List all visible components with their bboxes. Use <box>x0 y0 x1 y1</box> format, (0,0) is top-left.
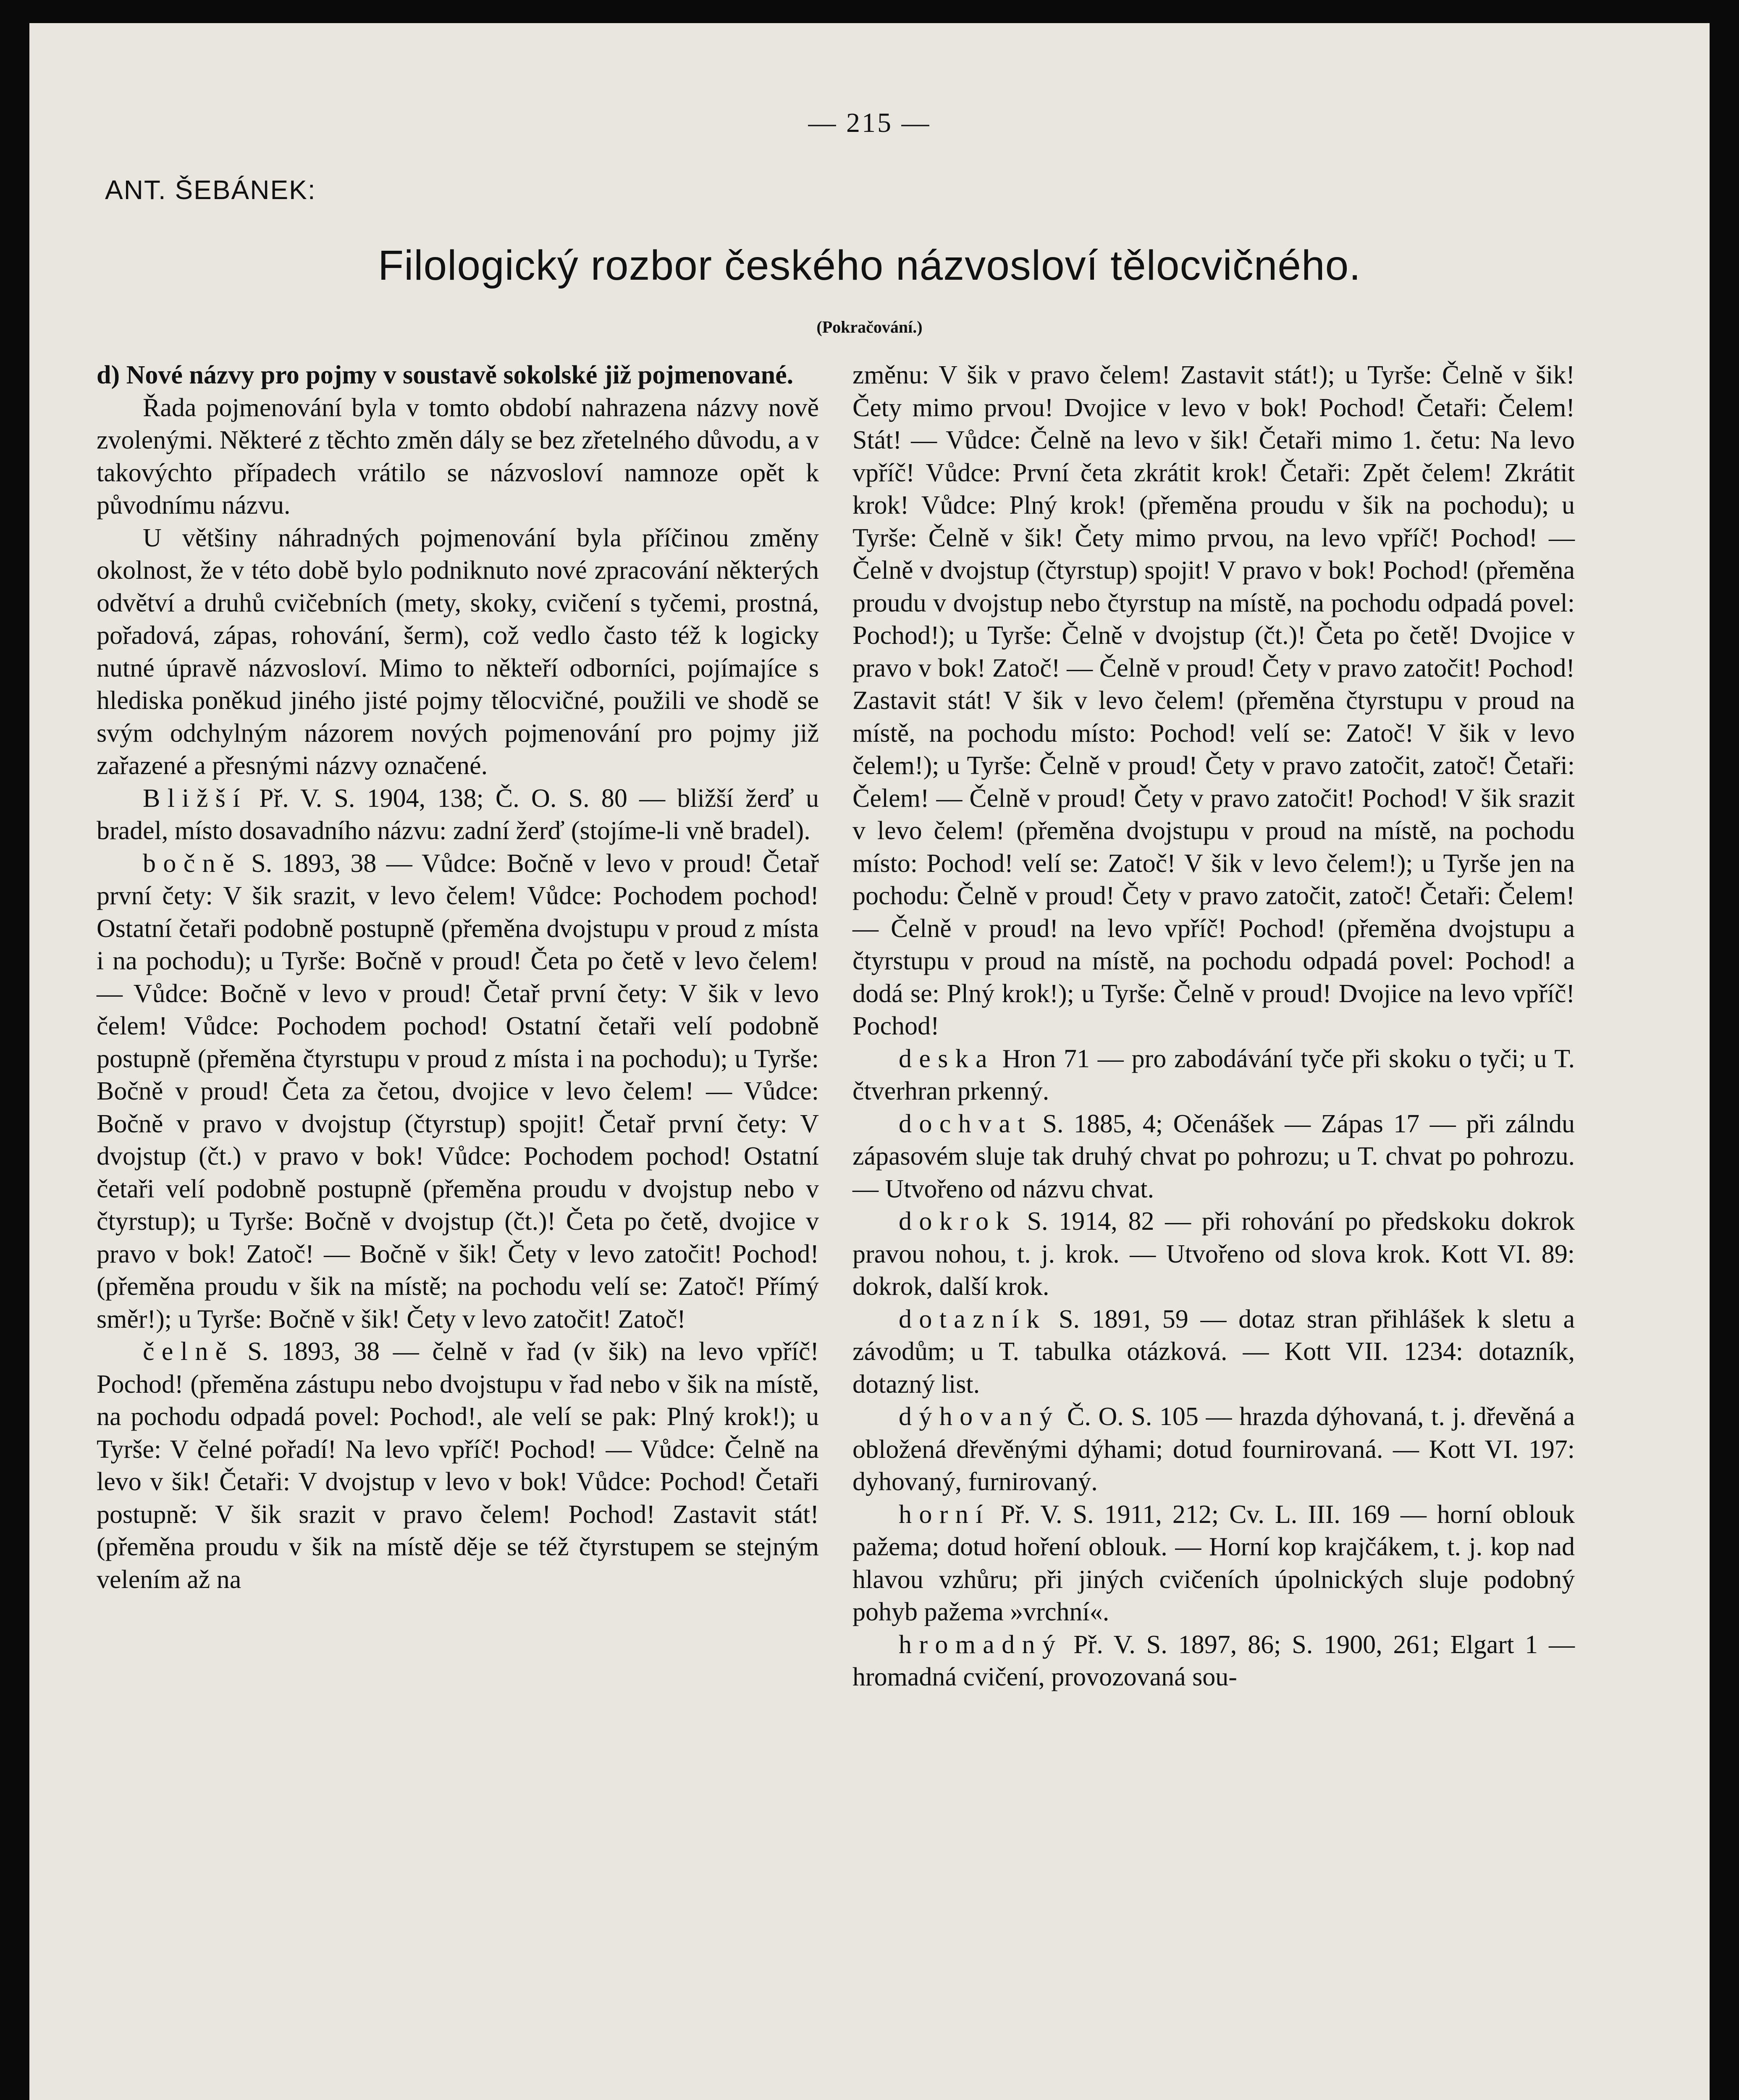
dictionary-entry <box>852 1401 1575 1499</box>
entry-text: Hron 71 — pro zabodávání tyče při skoku o tyči; u T. čtverhran prkenný. <box>852 1044 1575 1105</box>
entry-term: čelně <box>143 1337 234 1366</box>
entry-text: S. 1893, 38 — čelně v řad (v šik) na levo vpříč! Pochod! (přeměna zástupu nebo dvojstupu v řad nebo v šik na místě, na pochodu odpadá povel: Pochod!, ale velí se pak: Plný krok!); u Tyrše: V čelné pořadí! Na levo vpříč! Pochod! — Vůdce: Čelně na levo v šik! Četaři: V dvojstup v levo v bok! Vůdce: Pochod! Četaři postupně: V šik srazit v pravo čelem! Pochod! Zastavit stát! (přeměna proudu v šik na místě děje se též čtyrstupem se stejným velením až na <box>97 1337 819 1594</box>
article-subtitle: (Pokračování.) <box>816 318 923 336</box>
left-column <box>97 359 819 1596</box>
entry-text: S. 1885, 4; Očenášek — Zápas 17 — při zálndu zápasovém sluje tak druhý chvat po pohrozu; u T. chvat po pohrozu. — Utvořeno od názvu chvat. <box>852 1109 1575 1203</box>
entry-text: S. 1891, 59 — dotaz stran přihlášek k sletu a závodům; u T. tabulka otázková. — Kott VII. 1234: dotazník, dotazný list. <box>852 1305 1575 1399</box>
entry-term: horní <box>899 1500 990 1529</box>
entry-text: Př. V. S. 1904, 138; Č. O. S. 80 — bližší žerď u bradel, místo dosavadního názvu: zadní žerď (stojíme-li vně bradel). <box>97 784 819 845</box>
entry-term: dotazník <box>899 1305 1047 1334</box>
right-column <box>852 359 1575 1694</box>
entry-text: Př. V. S. 1897, 86; S. 1900, 261; Elgart 1 — hromadná cvičení, provozovaná sou- <box>852 1630 1575 1691</box>
dictionary-entry <box>97 782 819 848</box>
entry-text: Č. O. S. 105 — hrazda dýhovaná, t. j. dřevěná a obložená dřevěnými dýhami; dotud fournirovaná. — Kott VI. 197: dyhovaný, furnirovaný. <box>852 1402 1575 1496</box>
dictionary-entry <box>852 1499 1575 1629</box>
entry-term: dýhovaný <box>899 1402 1060 1431</box>
entry-term: Bližší <box>143 784 247 813</box>
entry-term: dokrok <box>899 1207 1016 1236</box>
paragraph: U většiny náhradných pojmenování byla příčinou změny okolnost, že v této době bylo podniknuto nové zpracování některých odvětví a druhů cvičebních (mety, skoky, cvičení s tyčemi, prostná, pořadová, zápas, rohování, šerm), což vedlo často též k logicky nutné úpravě názvosloví. Mimo to někteří odborníci, pojímajíce s hlediska poněkud jiného jisté pojmy tělocvičné, použili ve shodě se svým odchylným názorem nových pojmenování pro pojmy již zařazené a přesnými názvy označené. <box>97 523 819 780</box>
paragraph-continued: změnu: V šik v pravo čelem! Zastavit stát!); u Tyrše: Čelně v šik! Čety mimo prvou! Dvojice v levo v bok! Pochod! Četaři: Čelem! Stát! — Vůdce: Čelně na levo v šik! Četaři mimo 1. četu: Na levo vpříč! Vůdce: První četa zkrátit krok! Četaři: Zpět čelem! Zkrátit krok! Vůdce: Plný krok! (přeměna proudu v šik na pochodu); u Tyrše: Čelně v šik! Čety mimo prvou, na levo vpříč! Pochod! — Čelně v dvojstup (čtyrstup) spojit! V pravo v bok! Pochod! (přeměna proudu v dvojstup nebo čtyrstup na místě, na pochodu odpadá povel: Pochod!); u Tyrše: Čelně v dvojstup (čt.)! Četa po četě! Dvojice v pravo v bok! Zatoč! — Čelně v proud! Čety v pravo zatočit! Pochod! Zastavit stát! V šik v levo čelem! (přeměna čtyrstupu v proud na místě, na pochodu místo: Pochod! velí se: Zatoč! V šik v levo čelem!); u Tyrše: Čelně v proud! Čety v pravo zatočit, zatoč! Četaři: Čelem! — Čelně v proud! Čety v pravo zatočit! Pochod! V šik srazit v levo čelem! (přeměna dvojstupu v proud na místě, na pochodu místo: Pochod! velí se: Zatoč! V šik v levo čelem!); u Tyrše jen na pochodu: Čelně v proud! Čety v pravo zatočit, zatoč! Četaři: Čelem! — Čelně v proud! na levo vpříč! Pochod! (přeměna dvojstupu a čtyrstupu v proud na místě, na pochodu odpadá povel: Pochod! a dodá se: Plný krok!); u Tyrše: Čelně v proud! Dvojice na levo vpříč! Pochod! <box>852 361 1575 1040</box>
entry-text: S. 1893, 38 — Vůdce: Bočně v levo v proud! Četař první čety: V šik srazit, v levo čelem! Vůdce: Pochodem pochod! Ostatní četaři podobně postupně (přeměna dvojstupu v proud z místa i na pochodu); u Tyrše: Bočně v proud! Četa po četě v levo čelem! — Vůdce: Bočně v levo v proud! Četař první čety: V šik v levo čelem! Vůdce: Pochodem pochod! Ostatní četaři velí podobně postupně (přeměna čtyrstupu v proud z místa i na pochodu); u Tyrše: Bočně v proud! Četa za četou, dvojice v levo čelem! — Vůdce: Bočně v pravo v dvojstup (čtyrstup) spojit! Četař první čety: V dvojstup (čt.) v pravo v bok! Vůdce: Pochodem pochod! Ostatní četaři velí podobně postupně (přeměna proudu v dvojstup nebo v čtyrstup); u Tyrše: Bočně v dvojstup (čt.)! Četa po četě, dvojice v pravo v bok! Zatoč! — Bočně v šik! Čety v levo zatočit! Pochod! (přeměna proudu v šik na místě; na pochodu velí se: Zatoč! Přímý směr!); u Tyrše: Bočně v šik! Čety v levo zatočit! Zatoč! <box>97 849 819 1334</box>
page-number: — 215 — <box>808 108 931 138</box>
dictionary-entry <box>852 1108 1575 1206</box>
entry-term: deska <box>899 1044 994 1073</box>
entry-term: hromadný <box>899 1630 1063 1659</box>
entry-term: dochvat <box>899 1109 1032 1138</box>
dictionary-entry <box>852 1629 1575 1694</box>
paragraph: Řada pojmenování byla v tomto období nahrazena názvy nově zvolenými. Některé z těchto změn dály se bez zřetelného důvodu, a v takovýchto případech vrátilo se názvosloví namnoze opět k původnímu názvu. <box>97 393 819 520</box>
section-heading: d) Nové názvy pro pojmy v soustavě sokolské již pojmenované. <box>97 361 794 389</box>
dictionary-entry <box>852 1043 1575 1108</box>
author: ANT. ŠEBÁNEK: <box>105 175 316 205</box>
entry-term: bočně <box>143 849 241 878</box>
document-page <box>29 23 1710 2100</box>
entry-text: S. 1914, 82 — při rohování po předskoku dokrok pravou nohou, t. j. krok. — Utvořeno od slova krok. Kott VI. 89: dokrok, další krok. <box>852 1207 1575 1301</box>
dictionary-entry <box>97 848 819 1336</box>
dictionary-entry <box>97 1336 819 1596</box>
dictionary-entry <box>852 1205 1575 1303</box>
dictionary-entry <box>852 1303 1575 1401</box>
entry-text: Př. V. S. 1911, 212; Cv. L. III. 169 — horní oblouk pažema; dotud hoření oblouk. — Horní kop krajčákem, t. j. kop nad hlavou vzhůru; při jiných cvičeních úpolnických sluje podobný pohyb pažema »vrchní«. <box>852 1500 1575 1626</box>
article-title: Filologický rozbor českého názvosloví tělocvičného. <box>378 242 1361 289</box>
